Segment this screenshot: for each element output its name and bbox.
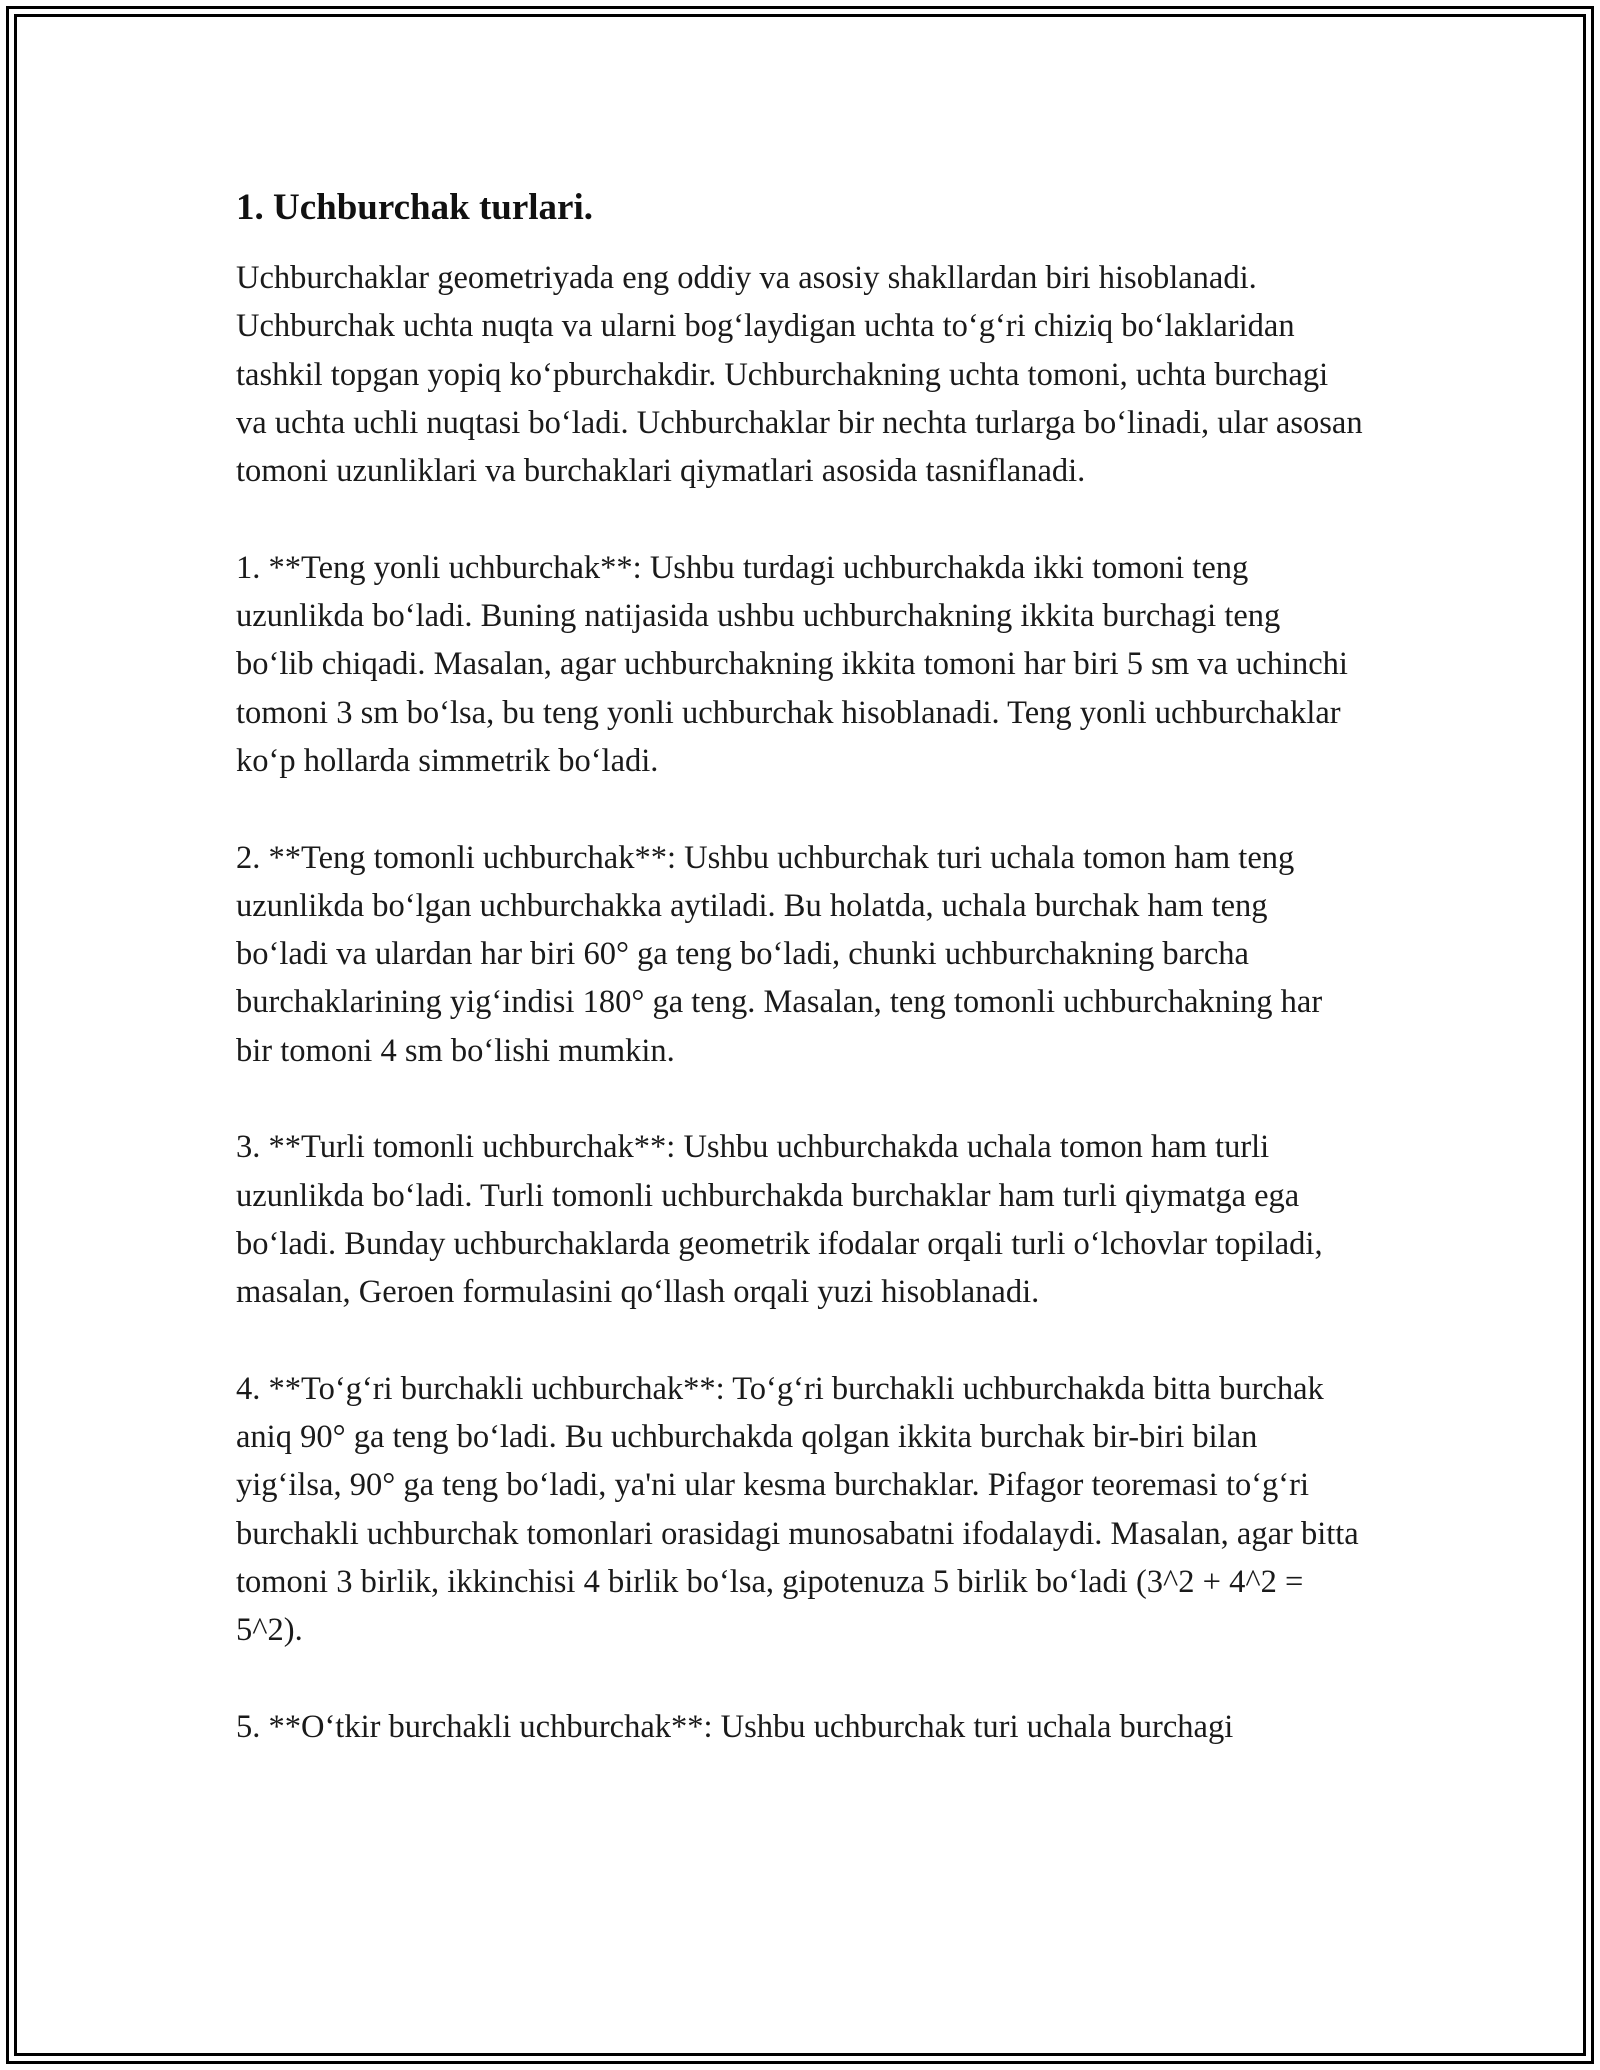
paragraph-acute-triangle: 5. **O‘tkir burchakli uchburchak**: Ushbu uchburchak turi uchala burchagi (236, 1708, 1234, 1745)
paragraph-intro: Uchburchaklar geometriyada eng oddiy va asosiy shakllardan biri hisoblanadi. Uchburchak uchta nuqta va ularni bog‘laydigan uchta to‘g‘ri chiziq bo‘laklaridan tashkil topgan yopiq ko‘pburchakdir. Uchburchakning uchta tomoni, uchta burchagi va uchta uchli nuqtasi bo‘ladi. Uchburchaklar bir nechta turlarga bo‘linadi, ular asosan tomoni uzunliklari va burchaklari qiymatlari asosida tasniflanadi. (236, 260, 1363, 490)
paragraph-right-triangle: 4. **To‘g‘ri burchakli uchburchak**: To‘g‘ri burchakli uchburchakda bitta burchak aniq 90° ga teng bo‘ladi. Bu uchburchakda qolgan ikkita burchak bir-biri bilan yig‘ilsa, 90° ga teng bo‘ladi, ya'ni ular kesma burchaklar. Pifagor teoremasi to‘g‘ri burchakli uchburchak tomonlari orasidagi munosabatni ifodalaydi. Masalan, agar bitta tomoni 3 birlik, ikkinchisi 4 birlik bo‘lsa, gipotenuza 5 birlik bo‘ladi (3^2 + 4^2 = 5^2). (236, 1370, 1359, 1649)
paragraph-scalene: 3. **Turli tomonli uchburchak**: Ushbu uchburchakda uchala tomon ham turli uzunlikda bo‘ladi. Turli tomonli uchburchakda burchaklar ham turli qiymatga ega bo‘ladi. Bunday uchburchaklarda geometrik ifodalar orqali turli o‘lchovlar topiladi, masalan, Geroen formulasini qo‘llash orqali yuzi hisoblanadi. (236, 1129, 1323, 1311)
document-page (236, 186, 1366, 1800)
paragraph-equilateral: 2. **Teng tomonli uchburchak**: Ushbu uchburchak turi uchala tomon ham teng uzunlikda bo‘lgan uchburchakka aytiladi. Bu holatda, uchala burchak ham teng bo‘ladi va ulardan har biri 60° ga teng bo‘ladi, chunki uchburchakning barcha burchaklarining yig‘indisi 180° ga teng. Masalan, teng tomonli uchburchakning har bir tomoni 4 sm bo‘lishi mumkin. (236, 839, 1323, 1069)
paragraph-isosceles: 1. **Teng yonli uchburchak**: Ushbu turdagi uchburchakda ikki tomoni teng uzunlikda bo‘ladi. Buning natijasida ushbu uchburchakning ikkita burchagi teng bo‘lib chiqadi. Masalan, agar uchburchakning ikkita tomoni har biri 5 sm va uchinchi tomoni 3 sm bo‘lsa, bu teng yonli uchburchak hisoblanadi. Teng yonli uchburchaklar ko‘p hollarda simmetrik bo‘ladi. (236, 549, 1348, 779)
document-title: 1. Uchburchak turlari. (236, 187, 594, 228)
